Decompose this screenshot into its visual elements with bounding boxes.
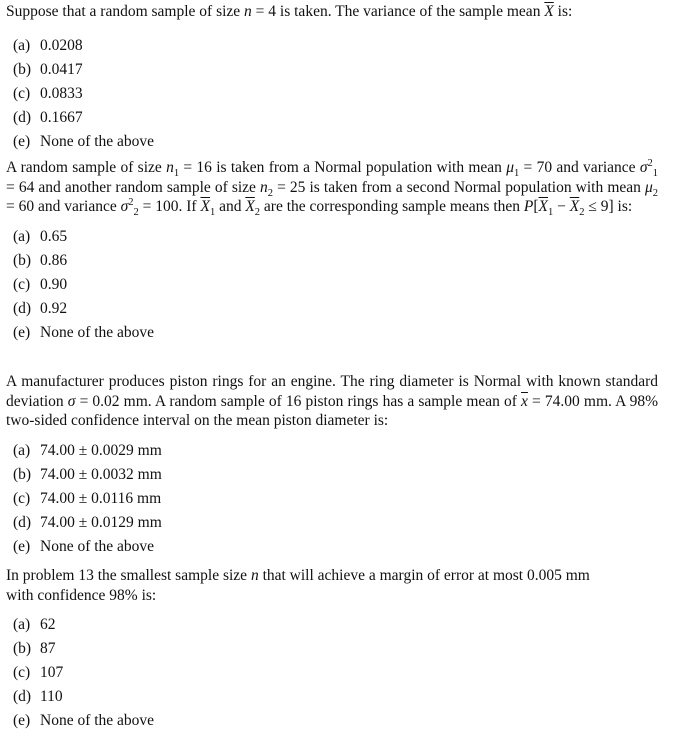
option-label: (d) xyxy=(13,108,32,126)
option-value: 0.92 xyxy=(40,299,68,317)
option-label: (c) xyxy=(13,84,31,102)
list-item[interactable] xyxy=(13,106,658,130)
option-value: 0.90 xyxy=(40,275,68,293)
question-1-options xyxy=(6,34,658,154)
option-value: 87 xyxy=(40,640,56,657)
list-item[interactable] xyxy=(13,82,658,106)
option-label: (b) xyxy=(13,251,32,269)
option-label: (a) xyxy=(13,36,31,54)
option-label: (a) xyxy=(13,227,31,245)
list-item[interactable] xyxy=(13,58,658,82)
option-value: 0.65 xyxy=(40,227,68,245)
option-value: 74.00 ± 0.0116 mm xyxy=(40,489,162,507)
option-value: 0.1667 xyxy=(40,108,83,126)
option-label: (e) xyxy=(13,323,31,341)
option-value: 107 xyxy=(40,664,64,681)
question-2-options xyxy=(6,225,658,345)
option-value: 62 xyxy=(40,616,56,633)
question-1 xyxy=(6,2,658,154)
option-value: 0.0833 xyxy=(40,84,83,102)
option-value: None of the above xyxy=(40,712,155,729)
list-item[interactable] xyxy=(13,297,658,321)
option-value: 0.0417 xyxy=(40,60,83,78)
option-label: (c) xyxy=(13,664,31,681)
question-1-text: Suppose that a random sample of size n = 4 is taken. The variance of the sample mean $\overline{X}$ is: xyxy=(6,3,573,20)
question-4 xyxy=(6,566,658,733)
option-value: 74.00 ± 0.0129 mm xyxy=(40,513,162,531)
option-label: (a) xyxy=(13,441,31,459)
list-item[interactable] xyxy=(13,439,658,463)
option-label: (d) xyxy=(13,299,32,317)
list-item[interactable] xyxy=(13,463,658,487)
question-3-options xyxy=(6,439,658,559)
list-item[interactable] xyxy=(13,661,658,685)
option-label: (b) xyxy=(13,640,32,657)
option-label: (c) xyxy=(13,489,31,507)
list-item[interactable] xyxy=(13,130,658,154)
option-label: (b) xyxy=(13,465,32,483)
option-value: 74.00 ± 0.0029 mm xyxy=(40,441,162,459)
option-label: (e) xyxy=(13,537,31,555)
list-item[interactable] xyxy=(13,637,658,661)
option-value: 0.0208 xyxy=(40,36,83,54)
option-value: 110 xyxy=(40,688,63,705)
list-item[interactable] xyxy=(13,225,658,249)
question-3 xyxy=(6,372,658,559)
question-4-options xyxy=(6,613,658,733)
option-label: (e) xyxy=(13,712,31,729)
option-value: None of the above xyxy=(40,537,155,555)
question-2 xyxy=(6,158,658,345)
option-label: (a) xyxy=(13,616,31,633)
list-item[interactable] xyxy=(13,511,658,535)
list-item[interactable] xyxy=(13,321,658,345)
list-item[interactable] xyxy=(13,487,658,511)
list-item[interactable] xyxy=(13,34,658,58)
option-label: (b) xyxy=(13,60,32,78)
question-2-text: A random sample of size $n_1 = 16$ is taken from a Normal population with mean $\mu_1 = 70$ and variance $\sigma^2_1 = 64$ and another random sample of size $n_2 = 25$ is taken from a second Normal population with mean $\mu_2 = 60$ and variance $\sigma^2_2 = 100$. If $\overline{X}_1$ and $\overline{X}_2$ are the corresponding sample means then $P[\overline{X}_1 - \overline{X}_2 \le 9]$ is: xyxy=(6,157,658,219)
list-item[interactable] xyxy=(13,709,658,733)
list-item[interactable] xyxy=(13,535,658,559)
list-item[interactable] xyxy=(13,249,658,273)
option-value: None of the above xyxy=(40,132,155,150)
question-4-text: In problem 13 the smallest sample size n that will achieve a margin of error at most 0.005 mm with confidence 98% is: xyxy=(6,567,590,604)
question-3-text: A manufacturer produces piston rings for an engine. The ring diameter is Normal with known standard deviation σ = 0.02 mm. A random sample of 16 piston rings has a sample mean of $\overline{x} = 74.00$ mm. A 98% two-sided confidence interval on the mean piston diameter is: xyxy=(6,373,658,429)
option-value: None of the above xyxy=(40,323,155,341)
option-value: 74.00 ± 0.0032 mm xyxy=(40,465,162,483)
option-value: 0.86 xyxy=(40,251,68,269)
option-label: (d) xyxy=(13,513,32,531)
list-item[interactable] xyxy=(13,273,658,297)
list-item[interactable] xyxy=(13,685,658,709)
option-label: (d) xyxy=(13,688,32,705)
option-label: (c) xyxy=(13,275,31,293)
list-item[interactable] xyxy=(13,613,658,637)
option-label: (e) xyxy=(13,132,31,150)
